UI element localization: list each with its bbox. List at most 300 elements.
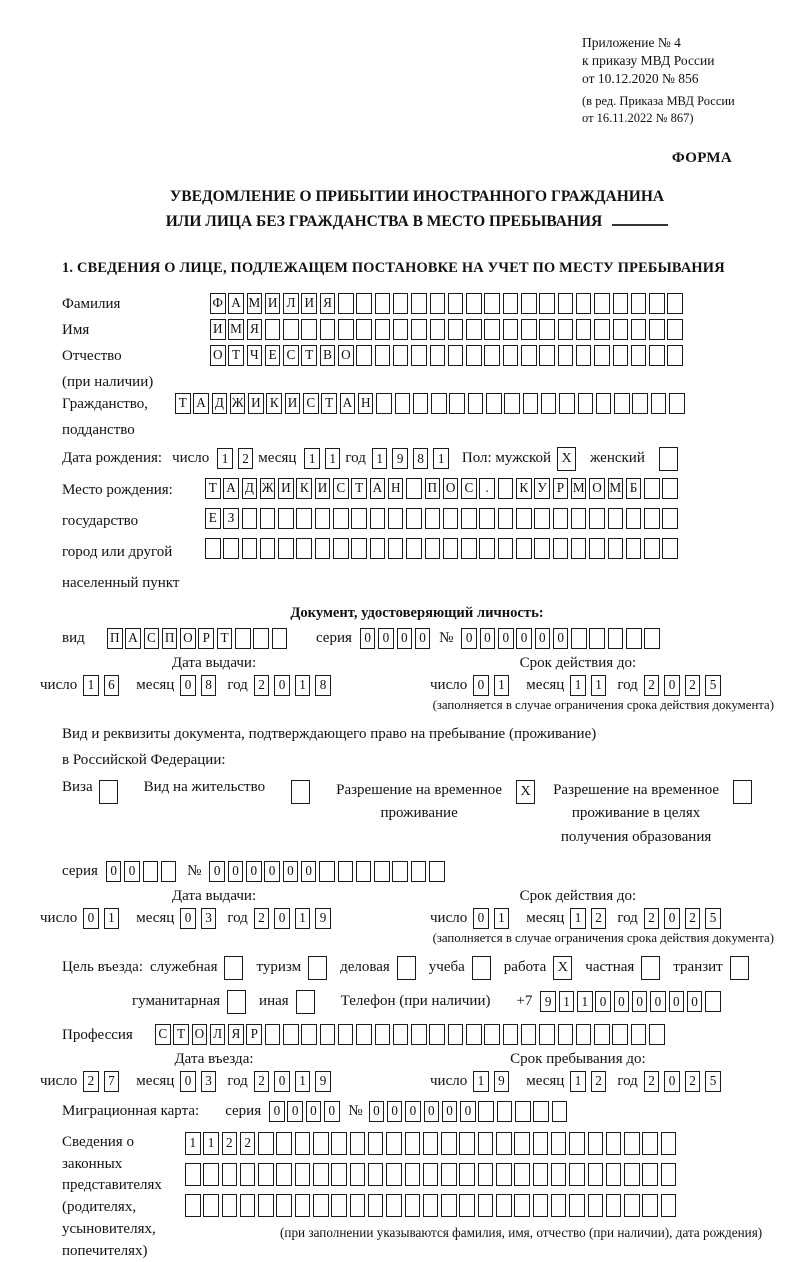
char-cell[interactable] [351,508,367,529]
char-cell[interactable] [276,1194,292,1217]
char-cell[interactable]: Я [320,293,336,314]
char-cell[interactable]: 0 [397,628,413,649]
purpose-private-checkbox[interactable] [641,956,660,980]
char-cell[interactable]: Б [626,478,642,499]
sex-male-checkbox[interactable]: X [557,447,576,471]
char-cell[interactable] [260,508,276,529]
char-cell[interactable] [613,293,629,314]
char-cell[interactable] [551,1163,567,1186]
char-cell[interactable] [551,1194,567,1217]
char-cell[interactable]: Я [247,319,263,340]
char-cell[interactable]: 2 [644,1071,660,1092]
char-cell[interactable]: 5 [705,1071,721,1092]
purpose-other-checkbox[interactable] [296,990,315,1014]
char-cell[interactable] [608,628,624,649]
char-cell[interactable]: 3 [201,908,217,929]
char-cell[interactable] [498,478,514,499]
char-cell[interactable] [466,1024,482,1045]
char-cell[interactable] [649,293,665,314]
char-cell[interactable]: У [534,478,550,499]
char-cell[interactable] [386,1163,402,1186]
char-cell[interactable] [411,319,427,340]
purpose-work-checkbox[interactable]: X [553,956,572,980]
char-cell[interactable] [594,345,610,366]
char-cell[interactable] [393,1024,409,1045]
char-cell[interactable]: 0 [378,628,394,649]
char-cell[interactable] [295,1132,311,1155]
char-cell[interactable]: 0 [535,628,551,649]
char-cell[interactable]: К [516,478,532,499]
char-cell[interactable]: 1 [559,991,575,1012]
char-cell[interactable] [594,319,610,340]
char-cell[interactable]: Т [217,628,233,649]
char-cell[interactable] [649,345,665,366]
char-cell[interactable]: О [192,1024,208,1045]
char-cell[interactable] [405,1132,421,1155]
char-cell[interactable]: 1 [433,448,449,469]
char-cell[interactable]: И [210,319,226,340]
char-cell[interactable] [411,1024,427,1045]
char-cell[interactable] [392,861,408,882]
char-cell[interactable]: 0 [264,861,280,882]
char-cell[interactable]: Т [173,1024,189,1045]
char-cell[interactable] [278,538,294,559]
char-cell[interactable]: 0 [387,1101,403,1122]
char-cell[interactable] [661,1163,677,1186]
char-cell[interactable] [521,1024,537,1045]
char-cell[interactable] [356,293,372,314]
char-cell[interactable]: И [248,393,264,414]
char-cell[interactable] [295,1163,311,1186]
char-cell[interactable]: Р [553,478,569,499]
char-cell[interactable] [644,628,660,649]
char-cell[interactable] [594,1024,610,1045]
char-cell[interactable]: М [247,293,263,314]
char-cell[interactable] [386,1194,402,1217]
char-cell[interactable]: 0 [180,908,196,929]
char-cell[interactable]: И [301,293,317,314]
char-cell[interactable] [393,319,409,340]
char-cell[interactable] [624,1163,640,1186]
char-cell[interactable] [478,1132,494,1155]
char-cell[interactable] [496,1163,512,1186]
char-cell[interactable]: 1 [372,448,388,469]
purpose-business-checkbox[interactable] [397,956,416,980]
char-cell[interactable]: В [320,345,336,366]
char-cell[interactable]: 2 [240,1132,256,1155]
char-cell[interactable]: О [210,345,226,366]
char-cell[interactable]: 0 [442,1101,458,1122]
char-cell[interactable] [368,1132,384,1155]
char-cell[interactable] [448,293,464,314]
char-cell[interactable]: 1 [304,448,320,469]
char-cell[interactable] [240,1194,256,1217]
char-cell[interactable] [478,1163,494,1186]
char-cell[interactable] [498,538,514,559]
char-cell[interactable] [468,393,484,414]
char-cell[interactable] [296,508,312,529]
char-cell[interactable] [503,345,519,366]
char-cell[interactable] [503,293,519,314]
char-cell[interactable] [356,861,372,882]
char-cell[interactable] [596,393,612,414]
char-cell[interactable] [553,508,569,529]
char-cell[interactable] [594,293,610,314]
char-cell[interactable]: М [571,478,587,499]
char-cell[interactable]: 0 [461,628,477,649]
char-cell[interactable] [441,1194,457,1217]
char-cell[interactable]: 2 [685,1071,701,1092]
char-cell[interactable]: Л [210,1024,226,1045]
char-cell[interactable] [223,538,239,559]
char-cell[interactable]: 0 [669,991,685,1012]
char-cell[interactable]: 1 [83,675,99,696]
char-cell[interactable] [406,508,422,529]
char-cell[interactable] [331,1163,347,1186]
char-cell[interactable]: К [296,478,312,499]
char-cell[interactable] [143,861,159,882]
char-cell[interactable] [669,393,685,414]
char-cell[interactable] [514,1132,530,1155]
char-cell[interactable]: 1 [217,448,233,469]
char-cell[interactable]: 1 [494,908,510,929]
char-cell[interactable] [631,293,647,314]
char-cell[interactable] [406,538,422,559]
char-cell[interactable] [185,1163,201,1186]
char-cell[interactable]: 0 [287,1101,303,1122]
char-cell[interactable] [338,1024,354,1045]
char-cell[interactable] [351,538,367,559]
char-cell[interactable] [496,1194,512,1217]
char-cell[interactable] [405,1163,421,1186]
char-cell[interactable] [235,628,251,649]
char-cell[interactable]: 0 [283,861,299,882]
char-cell[interactable] [589,538,605,559]
char-cell[interactable] [375,319,391,340]
char-cell[interactable]: С [303,393,319,414]
char-cell[interactable]: 9 [540,991,556,1012]
char-cell[interactable] [559,393,575,414]
char-cell[interactable] [514,1194,530,1217]
char-cell[interactable]: 0 [124,861,140,882]
char-cell[interactable] [313,1163,329,1186]
char-cell[interactable]: 0 [664,908,680,929]
char-cell[interactable] [662,508,678,529]
char-cell[interactable]: 2 [222,1132,238,1155]
char-cell[interactable] [338,293,354,314]
residence-permit-checkbox[interactable] [291,780,310,804]
char-cell[interactable]: 0 [180,675,196,696]
char-cell[interactable]: 1 [577,991,593,1012]
char-cell[interactable]: 8 [201,675,217,696]
char-cell[interactable] [661,1132,677,1155]
char-cell[interactable] [503,319,519,340]
char-cell[interactable]: А [125,628,141,649]
char-cell[interactable]: Д [242,478,258,499]
char-cell[interactable] [644,508,660,529]
char-cell[interactable] [498,508,514,529]
char-cell[interactable] [661,1194,677,1217]
char-cell[interactable] [569,1194,585,1217]
char-cell[interactable] [613,345,629,366]
char-cell[interactable] [466,293,482,314]
char-cell[interactable] [642,1163,658,1186]
char-cell[interactable]: 0 [614,991,630,1012]
char-cell[interactable]: Я [228,1024,244,1045]
char-cell[interactable] [631,1024,647,1045]
char-cell[interactable] [644,538,660,559]
char-cell[interactable] [503,1024,519,1045]
char-cell[interactable]: Т [321,393,337,414]
char-cell[interactable] [406,478,422,499]
char-cell[interactable]: А [193,393,209,414]
char-cell[interactable] [533,1132,549,1155]
char-cell[interactable] [571,628,587,649]
char-cell[interactable] [558,1024,574,1045]
char-cell[interactable] [315,508,331,529]
char-cell[interactable] [423,1163,439,1186]
char-cell[interactable] [552,1101,568,1122]
char-cell[interactable]: О [589,478,605,499]
char-cell[interactable]: А [370,478,386,499]
char-cell[interactable] [479,508,495,529]
char-cell[interactable] [624,1194,640,1217]
char-cell[interactable]: Н [388,478,404,499]
char-cell[interactable]: 2 [254,908,270,929]
char-cell[interactable]: 0 [274,675,290,696]
char-cell[interactable] [411,293,427,314]
char-cell[interactable] [576,345,592,366]
char-cell[interactable] [533,1194,549,1217]
char-cell[interactable]: 3 [201,1071,217,1092]
char-cell[interactable] [375,293,391,314]
char-cell[interactable] [521,293,537,314]
char-cell[interactable]: 9 [315,1071,331,1092]
char-cell[interactable]: 0 [324,1101,340,1122]
char-cell[interactable]: 1 [185,1132,201,1155]
char-cell[interactable]: С [283,345,299,366]
char-cell[interactable] [479,538,495,559]
char-cell[interactable]: 2 [685,908,701,929]
purpose-study-checkbox[interactable] [472,956,491,980]
char-cell[interactable]: 2 [254,1071,270,1092]
char-cell[interactable]: 0 [553,628,569,649]
char-cell[interactable] [514,1163,530,1186]
char-cell[interactable]: 1 [473,1071,489,1092]
char-cell[interactable] [558,345,574,366]
char-cell[interactable] [644,478,660,499]
char-cell[interactable]: 0 [480,628,496,649]
char-cell[interactable] [486,393,502,414]
char-cell[interactable] [258,1132,274,1155]
char-cell[interactable] [612,1024,628,1045]
char-cell[interactable]: 2 [644,908,660,929]
char-cell[interactable] [576,1024,592,1045]
char-cell[interactable]: Ч [247,345,263,366]
char-cell[interactable] [571,538,587,559]
char-cell[interactable] [632,393,648,414]
char-cell[interactable] [425,508,441,529]
char-cell[interactable]: 0 [498,628,514,649]
char-cell[interactable] [606,1132,622,1155]
char-cell[interactable]: 2 [644,675,660,696]
char-cell[interactable]: 0 [228,861,244,882]
char-cell[interactable]: 9 [494,1071,510,1092]
char-cell[interactable] [667,345,683,366]
char-cell[interactable] [338,319,354,340]
char-cell[interactable]: 0 [664,1071,680,1092]
char-cell[interactable] [614,393,630,414]
char-cell[interactable]: . [479,478,495,499]
char-cell[interactable]: О [180,628,196,649]
char-cell[interactable] [265,1024,281,1045]
char-cell[interactable] [539,345,555,366]
char-cell[interactable] [642,1194,658,1217]
char-cell[interactable]: 1 [104,908,120,929]
purpose-tourism-checkbox[interactable] [308,956,327,980]
char-cell[interactable]: 0 [274,908,290,929]
char-cell[interactable] [393,293,409,314]
char-cell[interactable]: 1 [203,1132,219,1155]
char-cell[interactable]: 1 [325,448,341,469]
char-cell[interactable] [441,1132,457,1155]
purpose-official-checkbox[interactable] [224,956,243,980]
char-cell[interactable]: Т [351,478,367,499]
char-cell[interactable] [313,1132,329,1155]
char-cell[interactable]: 1 [494,675,510,696]
char-cell[interactable] [541,393,557,414]
char-cell[interactable] [356,1024,372,1045]
char-cell[interactable]: 0 [424,1101,440,1122]
char-cell[interactable] [578,393,594,414]
char-cell[interactable] [222,1194,238,1217]
char-cell[interactable]: Д [212,393,228,414]
char-cell[interactable]: Р [246,1024,262,1045]
char-cell[interactable] [315,538,331,559]
char-cell[interactable] [320,319,336,340]
char-cell[interactable] [161,861,177,882]
char-cell[interactable] [331,1194,347,1217]
char-cell[interactable] [606,1194,622,1217]
char-cell[interactable] [370,538,386,559]
char-cell[interactable]: А [228,293,244,314]
char-cell[interactable]: 0 [306,1101,322,1122]
char-cell[interactable] [405,1194,421,1217]
char-cell[interactable]: 2 [83,1071,99,1092]
char-cell[interactable]: Ж [260,478,276,499]
char-cell[interactable] [484,345,500,366]
char-cell[interactable] [296,538,312,559]
char-cell[interactable]: С [461,478,477,499]
char-cell[interactable] [370,508,386,529]
char-cell[interactable] [484,319,500,340]
char-cell[interactable] [386,1132,402,1155]
char-cell[interactable] [411,345,427,366]
char-cell[interactable] [588,1163,604,1186]
char-cell[interactable]: 2 [591,908,607,929]
char-cell[interactable] [423,1132,439,1155]
char-cell[interactable] [576,293,592,314]
char-cell[interactable] [569,1132,585,1155]
char-cell[interactable] [272,628,288,649]
char-cell[interactable] [258,1194,274,1217]
char-cell[interactable]: 0 [369,1101,385,1122]
purpose-humanitarian-checkbox[interactable] [227,990,246,1014]
char-cell[interactable] [624,1132,640,1155]
purpose-transit-checkbox[interactable] [730,956,749,980]
char-cell[interactable]: 0 [664,675,680,696]
char-cell[interactable] [705,991,721,1012]
char-cell[interactable]: 1 [570,908,586,929]
char-cell[interactable] [319,861,335,882]
char-cell[interactable] [413,393,429,414]
visa-checkbox[interactable] [99,780,118,804]
char-cell[interactable] [497,1101,513,1122]
char-cell[interactable]: 0 [516,628,532,649]
char-cell[interactable] [626,628,642,649]
char-cell[interactable] [376,393,392,414]
char-cell[interactable]: А [340,393,356,414]
char-cell[interactable] [448,319,464,340]
char-cell[interactable] [461,508,477,529]
char-cell[interactable] [276,1163,292,1186]
char-cell[interactable] [521,345,537,366]
char-cell[interactable]: Л [283,293,299,314]
char-cell[interactable]: 0 [360,628,376,649]
char-cell[interactable] [589,508,605,529]
char-cell[interactable] [443,508,459,529]
char-cell[interactable] [558,293,574,314]
char-cell[interactable]: Е [205,508,221,529]
char-cell[interactable] [626,538,642,559]
char-cell[interactable] [534,538,550,559]
char-cell[interactable] [521,319,537,340]
char-cell[interactable]: 0 [632,991,648,1012]
char-cell[interactable] [185,1194,201,1217]
char-cell[interactable] [283,319,299,340]
char-cell[interactable]: 9 [315,908,331,929]
char-cell[interactable] [443,538,459,559]
char-cell[interactable]: С [155,1024,171,1045]
char-cell[interactable] [368,1163,384,1186]
char-cell[interactable]: 0 [269,1101,285,1122]
char-cell[interactable] [516,538,532,559]
char-cell[interactable] [265,319,281,340]
char-cell[interactable] [429,1024,445,1045]
char-cell[interactable] [320,1024,336,1045]
char-cell[interactable] [466,319,482,340]
char-cell[interactable]: 0 [650,991,666,1012]
char-cell[interactable]: О [338,345,354,366]
char-cell[interactable] [205,538,221,559]
char-cell[interactable] [523,393,539,414]
char-cell[interactable] [642,1132,658,1155]
char-cell[interactable] [606,1163,622,1186]
char-cell[interactable] [478,1194,494,1217]
char-cell[interactable] [431,393,447,414]
char-cell[interactable] [448,1024,464,1045]
char-cell[interactable]: 2 [685,675,701,696]
char-cell[interactable] [368,1194,384,1217]
char-cell[interactable] [242,508,258,529]
char-cell[interactable]: 2 [238,448,254,469]
char-cell[interactable] [533,1163,549,1186]
char-cell[interactable]: И [278,478,294,499]
char-cell[interactable]: 0 [595,991,611,1012]
char-cell[interactable] [631,319,647,340]
char-cell[interactable]: 1 [295,1071,311,1092]
char-cell[interactable] [649,319,665,340]
